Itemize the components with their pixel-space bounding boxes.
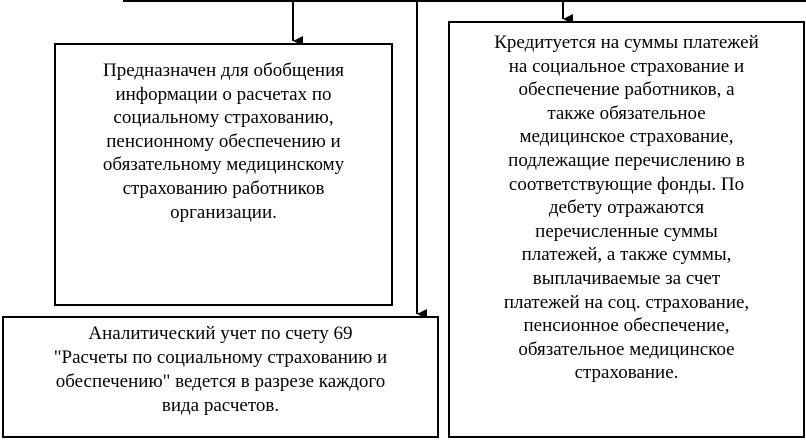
credit-text	[494, 31, 759, 385]
credit-line: обеспечение работников, а	[518, 79, 735, 101]
purpose-line: информации о расчетах по	[115, 83, 332, 105]
purpose-box	[54, 43, 393, 306]
credit-line: страхование.	[574, 362, 679, 384]
analytics-line: обеспечению" ведется в разрезе каждого	[55, 371, 386, 392]
credit-line: медицинское страхование,	[519, 126, 734, 148]
credit-line: на социальное страхование и	[508, 55, 745, 77]
purpose-line: пенсионному обеспечению и	[106, 130, 341, 152]
purpose-text	[103, 59, 344, 224]
analytics-line: Аналитический учет по счету 69	[88, 323, 353, 344]
credit-line: соответствующие фонды. По	[508, 173, 745, 195]
analytics-line: "Расчеты по социальному страхованию и	[53, 347, 388, 368]
analytics-line: вида расчетов.	[161, 395, 280, 416]
credit-line: платежей на соц. страхование,	[503, 291, 750, 313]
credit-line: пенсионное обеспечение,	[523, 315, 730, 337]
credit-line: дебету отражаются	[548, 197, 705, 219]
credit-line: также обязательное	[547, 102, 706, 124]
analytics-text	[54, 322, 387, 418]
purpose-line: Предназначен для обобщения	[102, 60, 345, 81]
purpose-line: страхованию работников	[122, 177, 325, 199]
purpose-line: обязательному медицинскому	[102, 154, 345, 176]
credit-line: перечисленные суммы	[535, 220, 718, 242]
purpose-line: социальному страхованию,	[113, 107, 334, 129]
credit-box	[448, 21, 805, 438]
credit-line: обязательное медицинское	[518, 338, 735, 360]
credit-line: платежей, а также суммы,	[521, 244, 732, 266]
credit-line: Кредитуется на суммы платежей	[494, 32, 759, 53]
analytics-box	[2, 316, 439, 438]
credit-line: подлежащие перечислению в	[508, 149, 745, 171]
purpose-line: организации.	[170, 201, 277, 223]
credit-line: выплачиваемые за счет	[532, 267, 721, 289]
